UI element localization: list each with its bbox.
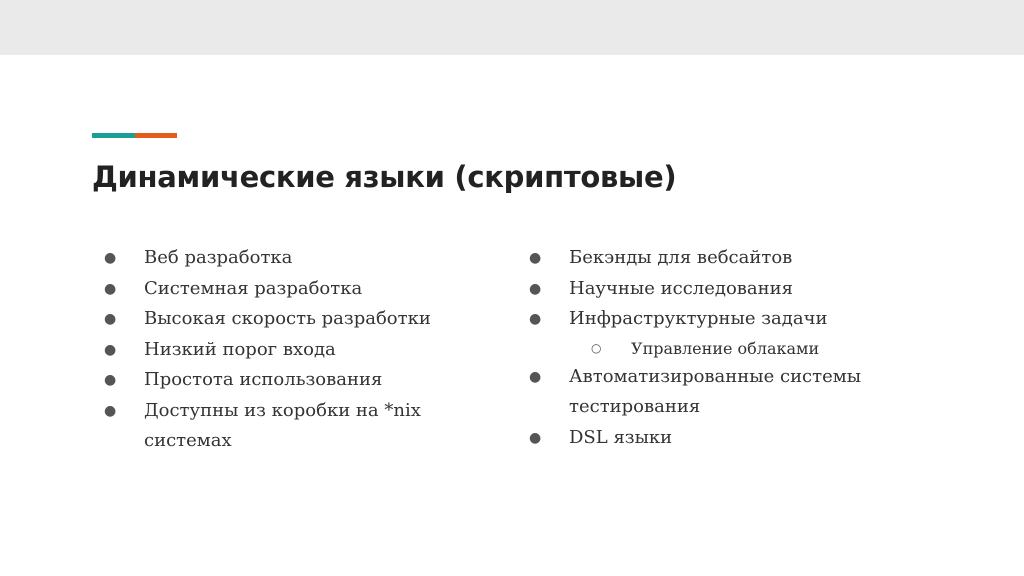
bullet-icon: ● [104, 341, 117, 358]
hollow-bullet-icon: ○ [591, 340, 602, 355]
list-item-text: Системная разработка [144, 277, 363, 299]
list-item [104, 396, 504, 457]
list-item-text: Инфраструктурные задачи [569, 308, 828, 329]
sub-list-item-text: Управление облаками [631, 338, 820, 358]
list-item [529, 423, 949, 454]
left-column [104, 243, 504, 457]
bullet-icon: ● [104, 250, 117, 266]
bullet-icon: ● [104, 372, 117, 388]
list-item [529, 362, 949, 423]
bullet-icon: ● [104, 402, 117, 419]
slide-title: Динамические языки (скриптовые) [92, 160, 677, 194]
accent-segment-teal [92, 133, 135, 138]
list-item [529, 274, 949, 305]
list-item [104, 335, 504, 366]
list-item [104, 304, 504, 335]
bullet-icon: ● [529, 311, 542, 327]
list-item-text: DSL языки [569, 426, 673, 448]
right-bullet-list [529, 243, 949, 453]
list-item-text: Бекэнды для вебсайтов [569, 247, 793, 268]
accent-segment-orange [135, 133, 177, 138]
list-item-text: Простота использования [144, 369, 383, 390]
bullet-icon: ● [529, 429, 542, 446]
title-accent-bar [92, 133, 177, 138]
left-bullet-list [104, 243, 504, 457]
bullet-icon: ● [104, 311, 117, 327]
list-item-text: Высокая скорость разработки [144, 308, 431, 329]
list-item-text: Низкий порог входа [144, 338, 336, 360]
right-column [529, 243, 949, 453]
sub-list-item [529, 335, 949, 362]
list-item-text: Доступны из коробки на *nix системах [144, 399, 421, 451]
list-item-text: Автоматизированные системы тестирования [569, 365, 862, 417]
bullet-icon: ● [529, 280, 542, 297]
list-item [104, 243, 504, 274]
list-item [529, 304, 949, 335]
list-item-text: Научные исследования [569, 277, 793, 299]
list-item-text: Веб разработка [144, 247, 293, 268]
top-band [0, 0, 1024, 55]
bullet-icon: ● [104, 280, 117, 297]
bullet-icon: ● [529, 250, 542, 266]
bullet-icon: ● [529, 368, 542, 385]
list-item [104, 274, 504, 305]
list-item [529, 243, 949, 274]
list-item [104, 365, 504, 396]
